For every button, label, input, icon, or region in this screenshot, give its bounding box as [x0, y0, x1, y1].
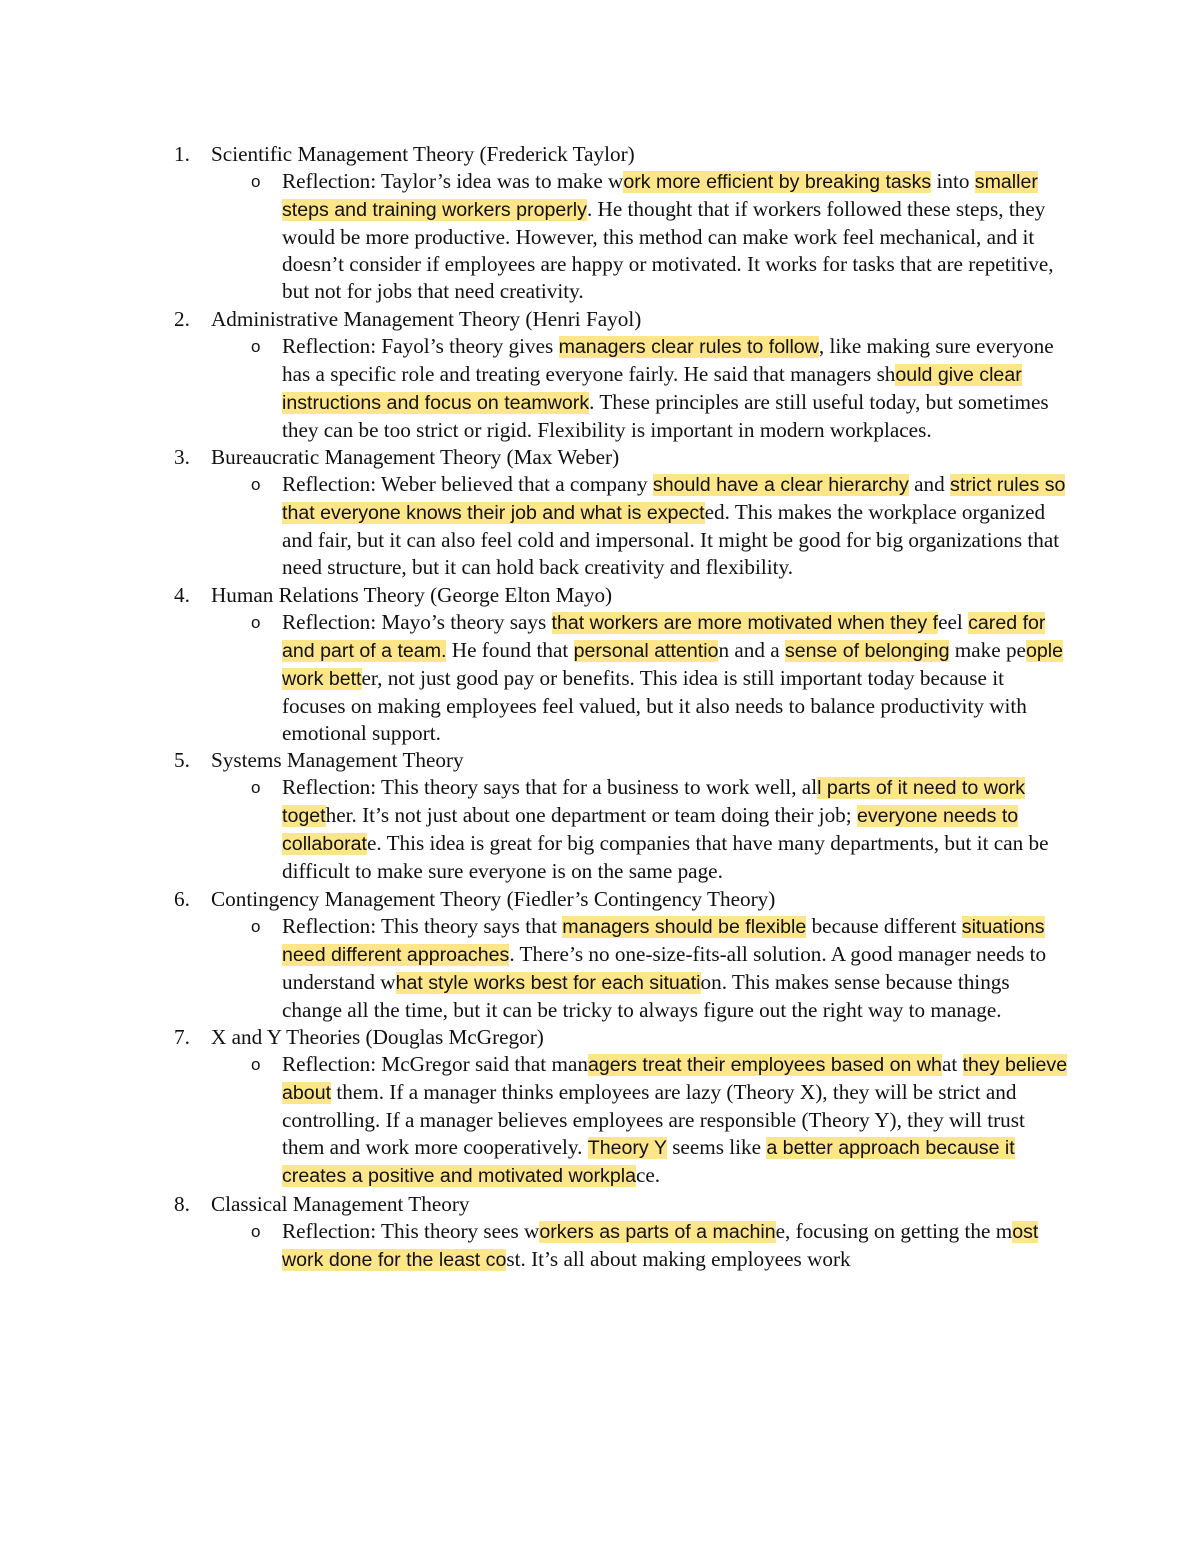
list-number: 6.	[174, 886, 190, 911]
circle-bullet-icon: o	[251, 612, 261, 632]
reflection-paragraph	[211, 1218, 1072, 1274]
list-number: 7.	[174, 1025, 190, 1049]
highlighted-text: everyone needs to collaborat	[282, 805, 1019, 856]
reflection-text: because different	[806, 913, 962, 938]
highlighted-text: ost work done for the least co	[282, 1220, 1039, 1271]
reflection-text: ce.	[635, 1163, 661, 1188]
list-item	[174, 886, 1074, 1024]
theory-title: Scientific Management Theory (Frederick Taylor)	[211, 142, 635, 166]
reflection-text: . He thought that if workers followed these steps, they would be more productive. However, this method can make work feel mechanical, and it doesn’t consider if employees are happy or motivated. It works for tasks that are repetitive, but not for jobs that need creativity.	[282, 197, 1054, 304]
reflection-text: into	[931, 169, 975, 194]
highlighted-text: ople work bett	[282, 639, 1063, 690]
list-number: 8.	[174, 1191, 190, 1216]
reflection-text: He found that	[446, 637, 574, 662]
circle-bullet-icon: o	[251, 1055, 261, 1075]
reflection-text: her. It’s not just about one department or team doing their job;	[325, 803, 857, 828]
highlighted-text: managers should be flexible	[562, 915, 807, 938]
theory-title: Classical Management Theory	[211, 1191, 470, 1216]
highlighted-text: strict rules so that everyone knows their job and what is expect	[282, 474, 1066, 525]
reflection-text: Reflection: Taylor’s idea was to make w	[282, 169, 624, 194]
list-item	[174, 444, 1074, 581]
circle-bullet-icon: o	[251, 778, 261, 798]
list-number: 3.	[174, 445, 190, 470]
reflection-paragraph	[211, 168, 1072, 305]
theory-title: Human Relations Theory (George Elton Mayo)	[211, 582, 613, 607]
highlighted-text: cared for and part of a team.	[282, 611, 1046, 662]
reflection-text: Reflection: McGregor said that man	[282, 1052, 588, 1077]
circle-bullet-icon: o	[251, 475, 261, 495]
list-item	[174, 306, 1074, 444]
list-item	[174, 582, 1074, 748]
list-number: 4.	[174, 582, 190, 607]
reflection-text: e. This idea is great for big companies that have many departments, but it can be difficult to make sure everyone is on the same page.	[282, 831, 1049, 884]
reflection-paragraph	[211, 333, 1072, 444]
reflection-paragraph	[211, 774, 1072, 885]
reflection-text: Reflection: Weber believed that a company	[282, 472, 653, 497]
highlighted-text: situations need different approaches	[282, 915, 1045, 966]
theory-title: X and Y Theories (Douglas McGregor)	[211, 1025, 544, 1049]
theory-title: Administrative Management Theory (Henri Fayol)	[211, 306, 642, 331]
reflection-text: er, not just good pay or benefits. This idea is still important today because it focuses on making employees feel valued, but it also needs to balance productivity with emotional support.	[282, 665, 1027, 745]
circle-bullet-icon: o	[251, 916, 261, 936]
reflection-text: on. This makes sense because things change all the time, but it can be tricky to always figure out the right way to manage.	[282, 969, 1010, 1022]
highlighted-text: they believe about	[282, 1054, 1068, 1105]
reflection-text: Reflection: Mayo’s theory says	[282, 609, 552, 634]
circle-bullet-icon: o	[251, 336, 261, 356]
reflection-paragraph	[211, 913, 1072, 1024]
reflection-text: make pe	[949, 637, 1026, 662]
reflection-text: , like making sure everyone has a specific role and treating everyone fairly. He said that managers sh	[282, 333, 1054, 386]
highlighted-text: managers clear rules to follow	[558, 335, 819, 358]
reflection-text: at	[941, 1052, 963, 1077]
circle-bullet-icon: o	[251, 172, 261, 192]
highlighted-text: orkers as parts of a machin	[539, 1220, 776, 1243]
highlighted-text: personal attentio	[573, 639, 719, 662]
list-item	[174, 141, 1074, 306]
reflection-text: them. If a manager thinks employees are lazy (Theory X), they will be strict and controlling. If a manager believes employees are responsible (Theory Y), they will trust them and work more cooperatively.	[282, 1080, 1025, 1160]
reflection-paragraph	[211, 609, 1072, 747]
reflection-text: and	[908, 472, 951, 497]
reflection-text: . There’s no one-size-fits-all solution. A good manager needs to understand w	[282, 941, 1047, 994]
reflection-text: seems like	[666, 1135, 767, 1160]
reflection-paragraph	[211, 1051, 1072, 1190]
reflection-text: . These principles are still useful today, but sometimes they can be too strict or rigid. Flexibility is important in modern workplaces.	[282, 389, 1049, 442]
circle-bullet-icon: o	[251, 1221, 261, 1241]
reflection-text: st. It’s all about making employees work	[506, 1246, 851, 1271]
highlighted-text: ork more efficient by breaking tasks	[623, 171, 932, 194]
list-item	[174, 1191, 1074, 1274]
highlighted-text: a better approach because it creates a positive and motivated workpla	[282, 1137, 1015, 1188]
highlighted-text: that workers are more motivated when they f	[551, 611, 939, 634]
reflection-text: Reflection: This theory says that for a business to work well, al	[282, 775, 818, 800]
numbered-list	[174, 141, 1074, 1274]
theory-title: Systems Management Theory	[211, 748, 464, 773]
reflection-paragraph	[211, 471, 1072, 581]
reflection-text: ed. This makes the workplace organized and fair, but it can also feel cold and impersonal. It might be good for big organizations that need structure, but it can hold back creativity and flexibility.	[282, 500, 1060, 580]
highlighted-text: hat style works best for each situati	[395, 971, 701, 994]
list-number: 2.	[174, 306, 190, 331]
theory-title: Contingency Management Theory (Fiedler’s Contingency Theory)	[211, 886, 776, 911]
highlighted-text: Theory Y	[587, 1137, 667, 1160]
list-item	[174, 1024, 1074, 1191]
theory-title: Bureaucratic Management Theory (Max Weber)	[211, 445, 620, 470]
highlighted-text: agers treat their employees based on wh	[587, 1054, 942, 1077]
reflection-text: Reflection: This theory sees w	[282, 1218, 540, 1243]
list-number: 5.	[174, 748, 190, 773]
reflection-text: n and a	[718, 637, 785, 662]
highlighted-text: l parts of it need to work toget	[282, 777, 1026, 828]
reflection-text: e, focusing on getting the m	[775, 1218, 1013, 1243]
reflection-text: eel	[938, 609, 969, 634]
highlighted-text: smaller steps and training workers properly	[282, 171, 1038, 222]
reflection-text: Reflection: Fayol’s theory gives	[282, 333, 559, 358]
list-number: 1.	[174, 142, 190, 166]
highlighted-text: ould give clear instructions and focus on teamwork	[282, 363, 1022, 414]
highlighted-text: should have a clear hierarchy	[652, 474, 909, 497]
reflection-text: Reflection: This theory says that	[282, 913, 563, 938]
highlighted-text: sense of belonging	[784, 639, 950, 662]
list-item	[174, 747, 1074, 885]
